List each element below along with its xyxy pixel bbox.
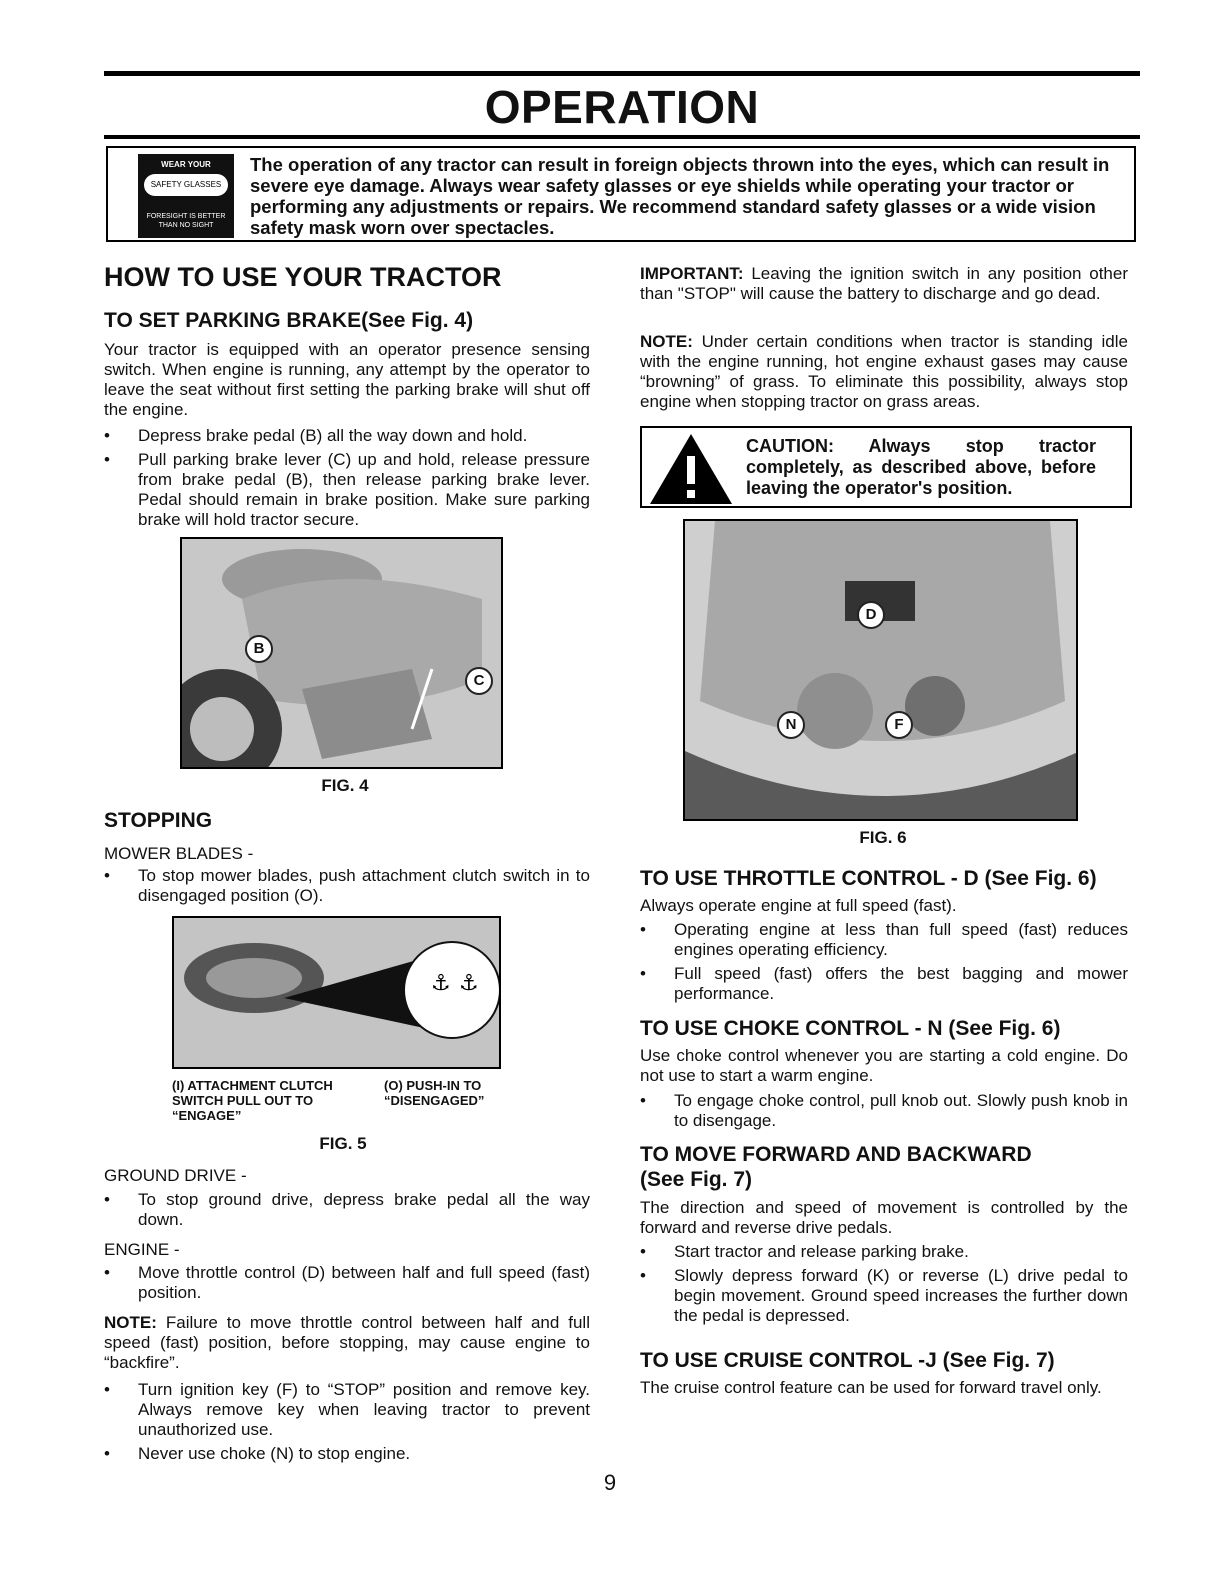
callout-b: B bbox=[245, 635, 273, 663]
ground-drive-list bbox=[104, 1190, 590, 1234]
important-text: Leaving the ignition switch in any position other than "STOP" will cause the battery to discharge and go dead. bbox=[640, 264, 1128, 303]
callout-d: D bbox=[857, 601, 885, 629]
fig5-engage-label: (I) ATTACHMENT CLUTCH SWITCH PULL OUT TO “ENGAGE” bbox=[172, 1078, 333, 1123]
fig4-caption: FIG. 4 bbox=[321, 776, 369, 795]
list-item: • Move throttle control (D) between half and full speed (fast) position. bbox=[104, 1263, 590, 1303]
clutch-switch-illustration bbox=[174, 918, 501, 1069]
fig6-caption: FIG. 6 bbox=[859, 828, 907, 847]
list-item: • To engage choke control, pull knob out. Slowly push knob in to disengage. bbox=[640, 1091, 1128, 1131]
icon-text-3: FORESIGHT IS BETTER THAN NO SIGHT bbox=[146, 213, 226, 229]
ground-drive-label: GROUND DRIVE - bbox=[104, 1166, 247, 1185]
cruise-text: The cruise control feature can be used for forward travel only. bbox=[640, 1378, 1102, 1397]
engine-list bbox=[104, 1263, 590, 1307]
svg-text:⚓: ⚓ bbox=[431, 971, 451, 996]
parking-brake-heading: TO SET PARKING BRAKE(See Fig. 4) bbox=[104, 309, 474, 332]
callout-f: F bbox=[885, 711, 913, 739]
list-item: • Never use choke (N) to stop engine. bbox=[104, 1444, 590, 1464]
list-item: • To stop mower blades, push attachment clutch switch in to disengaged position (O). bbox=[104, 866, 590, 906]
fig5-caption: FIG. 5 bbox=[319, 1134, 367, 1153]
throttle-heading: TO USE THROTTLE CONTROL - D (See Fig. 6) bbox=[640, 867, 1097, 890]
icon-text-2: SAFETY GLASSES bbox=[144, 174, 228, 196]
mower-blades-label: MOWER BLADES - bbox=[104, 844, 254, 863]
title-rule bbox=[104, 135, 1140, 139]
page-number: 9 bbox=[603, 1470, 617, 1495]
top-rule bbox=[104, 71, 1140, 76]
fig4-image bbox=[180, 537, 503, 769]
fig5-disengage-label: (O) PUSH-IN TO “DISENGAGED” bbox=[384, 1078, 485, 1108]
engine-label: ENGINE - bbox=[104, 1240, 180, 1259]
safety-glasses-icon bbox=[138, 154, 234, 238]
stopping-heading: STOPPING bbox=[104, 809, 213, 832]
move-heading: TO MOVE FORWARD AND BACKWARD (See Fig. 7) bbox=[640, 1143, 1032, 1191]
note-label: NOTE: bbox=[104, 1313, 157, 1332]
note-text: Under certain conditions when tractor is standing idle with the engine running, hot engine exhaust gases may cause “browning” of grass. To eliminate this possibility, always stop engine when stopping tractor on grass areas. bbox=[640, 332, 1128, 411]
callout-c: C bbox=[465, 667, 493, 695]
list-item: • Operating engine at less than full speed (fast) reduces engines operating efficiency. bbox=[640, 920, 1128, 960]
list-item: • Start tractor and release parking brake. bbox=[640, 1242, 1128, 1262]
icon-text-1: WEAR YOUR bbox=[161, 160, 211, 169]
parking-brake-text: Your tractor is equipped with an operator presence sensing switch. When engine is running, any attempt by the operator to leave the seat without first setting the parking brake will shut off the engine. bbox=[104, 340, 590, 419]
choke-text: Use choke control whenever you are starting a cold engine. Do not use to start a warm engine. bbox=[640, 1046, 1128, 1085]
section-title: HOW TO USE YOUR TRACTOR bbox=[104, 262, 502, 292]
ignition-list bbox=[104, 1380, 590, 1468]
fig6-image bbox=[683, 519, 1078, 821]
safety-glasses-warning bbox=[106, 146, 1136, 242]
callout-n: N bbox=[777, 711, 805, 739]
dashboard-illustration bbox=[685, 521, 1078, 821]
list-item: • To stop ground drive, depress brake pedal all the way down. bbox=[104, 1190, 590, 1230]
list-item: • Slowly depress forward (K) or reverse (L) drive pedal to begin movement. Ground speed increases the further down the pedal is depressed. bbox=[640, 1266, 1128, 1326]
caution-text: CAUTION: Always stop tractor completely, as described above, before leaving the operator's position. bbox=[746, 436, 1096, 498]
right-note bbox=[640, 332, 1128, 412]
important-label: IMPORTANT: bbox=[640, 264, 744, 283]
list-item: • Pull parking brake lever (C) up and hold, release pressure from brake pedal (B), then release parking brake lever. Pedal should remain in brake position. Make sure parking brake will hold tractor secure. bbox=[104, 450, 590, 530]
mower-blades-list bbox=[104, 866, 590, 910]
note-label: NOTE: bbox=[640, 332, 693, 351]
throttle-text: Always operate engine at full speed (fast). bbox=[640, 896, 957, 915]
note-text: Failure to move throttle control between half and full speed (fast) position, before stopping, may cause engine to “backfire”. bbox=[104, 1313, 590, 1372]
left-note bbox=[104, 1313, 590, 1373]
list-item: • Depress brake pedal (B) all the way down and hold. bbox=[104, 426, 590, 446]
warning-text: The operation of any tractor can result in foreign objects thrown into the eyes, which can result in severe eye damage. Always wear safety glasses or eye shields while operating your tractor or performing any adjustments or repairs. We recommend standard safety glasses or a wide vision safety mask worn over spectacles. bbox=[250, 154, 1110, 238]
throttle-list bbox=[640, 920, 1128, 1008]
tractor-brake-illustration bbox=[182, 539, 503, 769]
move-list bbox=[640, 1242, 1128, 1330]
choke-heading: TO USE CHOKE CONTROL - N (See Fig. 6) bbox=[640, 1017, 1061, 1040]
parking-brake-list bbox=[104, 426, 590, 534]
important-note bbox=[640, 264, 1128, 304]
caution-box bbox=[640, 426, 1132, 508]
cruise-heading: TO USE CRUISE CONTROL -J (See Fig. 7) bbox=[640, 1349, 1055, 1372]
svg-text:⚓: ⚓ bbox=[459, 971, 479, 996]
caution-triangle-icon bbox=[646, 430, 736, 506]
list-item: • Turn ignition key (F) to “STOP” position and remove key. Always remove key when leaving tractor to prevent unauthorized use. bbox=[104, 1380, 590, 1440]
move-text: The direction and speed of movement is controlled by the forward and reverse drive pedals. bbox=[640, 1198, 1128, 1237]
list-item: • Full speed (fast) offers the best bagging and mower performance. bbox=[640, 964, 1128, 1004]
fig5-image bbox=[172, 916, 501, 1069]
page-title: OPERATION bbox=[484, 81, 760, 133]
choke-list bbox=[640, 1091, 1128, 1135]
